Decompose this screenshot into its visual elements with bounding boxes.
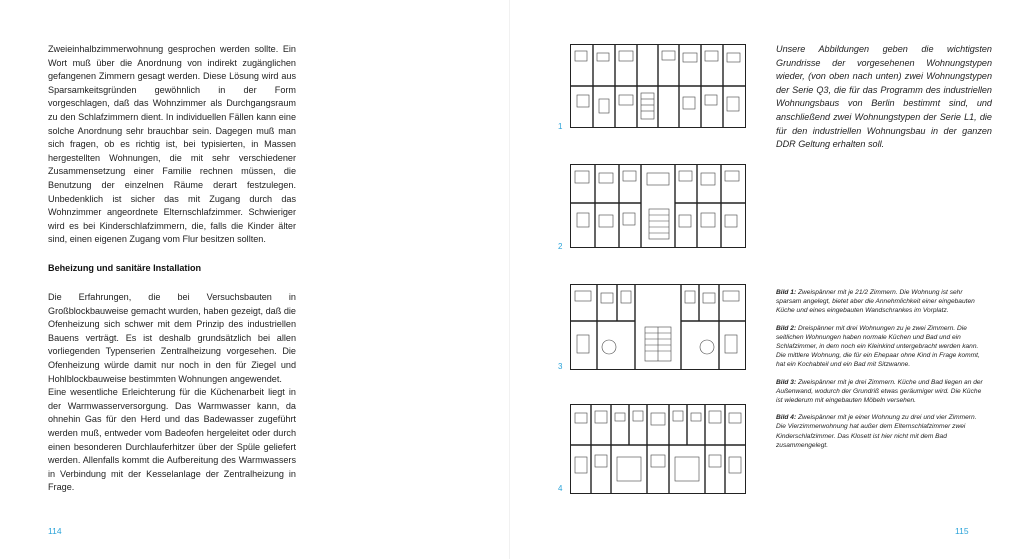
plan-number-3: 3 (558, 362, 563, 371)
caption-1-text: Zweispänner mit je 21/2 Zimmern. Die Wohnung ist sehr sparsam angelegt, bietet aber die Annehmlichkeit einer eingebauten Küche und eines eingebauten Wandschrankes im Vorplatz. (776, 289, 975, 315)
caption-3-label: Bild 3: (776, 378, 797, 386)
caption-2-text: Dreispänner mit drei Wohnungen zu je zwei Zimmern. Die seitlichen Wohnungen haben normale Küchen und Bad und ein Schlafzimmer, in dem noch ein Kleinkind untergebracht werden kann. Die mittlere Wohnung, die für ein Ehepaar ohne Kind in Frage kommt, hat ein Kochabteil und ein Bad mit Sitzwanne. (776, 324, 980, 369)
figure-captions (776, 288, 986, 458)
plan-number-4: 4 (558, 484, 563, 493)
caption-1 (776, 288, 986, 316)
caption-3 (776, 378, 986, 406)
caption-4 (776, 413, 986, 450)
caption-4-label: Bild 4: (776, 414, 797, 422)
floor-plan-1 (570, 44, 746, 128)
page-number-left: 114 (48, 526, 62, 536)
caption-3-text: Zweispänner mit je drei Zimmern. Küche und Bad liegen an der Außenwand, wodurch der Grundriß etwas geräumiger wird. Die Küche ist wiederum mit eingebauten Möbeln versehen. (776, 378, 983, 405)
right-page (510, 0, 1020, 559)
intro-caption: Unsere Abbildungen geben die wichtigsten Grundrisse der vorgesehenen Wohnungstypen wieder, (von oben nach unten) zwei Wohnungstypen der Serie Q3, die für das Programm des industriellen Wohnungsbaus von Berlin bestimmt sind, und anschließend zwei Wohnungstypen der Serie L1, die für den industriellen Wohnungsbau in der ganzen DDR Geltung erhalten soll. (776, 44, 992, 150)
paragraph-1: Zweieinhalbzimmerwohnung gesprochen werden sollte. Ein Wort muß über die Anordnung von indirekt zugänglichen gefangenen Zimmern gesagt werden. Diese Lösung wird aus Sparsamkeitsgründen gewöhnlich in der Form vorgeschlagen, daß das Wohnzimmer als Durchgangsraum zu den Schlafzimmern dient. In individuellen Fällen kann eine solche Anordnung sehr brauchbar sein. Dagegen muß man sich fragen, ob es richtig ist, bei typisierten, in Massen hergestellten Wohnungen, die mit sehr verschiedener Zusammensetzung einer Familie rechnen müssen, die Benutzung der einzelnen Räume derart festzulegen. Unbedenklich ist sicher das mit Zugang durch das Wohnzimmer angeordnete Elternschlafzimmer. Schwieriger wird es bei Kinderschlafzimmern, die, falls die Kinder älter sind, einen eigenen Zugang vom Flur besitzen sollten. (48, 44, 296, 245)
caption-4-text: Zweispänner mit je einer Wohnung zu drei und vier Zimmern. Die Vierzimmerwohnung hat außer dem Elternschlafzimmer zwei Kinderschlafzimmer. Das Klosett ist hier nicht mit dem Bad zusammengelegt. (776, 414, 977, 449)
body-text-block-2 (48, 291, 296, 495)
section-heading: Beheizung und sanitäre Installation (48, 263, 202, 273)
floor-plan-3 (570, 284, 746, 370)
floor-plan-4 (570, 404, 746, 494)
caption-2-label: Bild 2: (776, 324, 797, 332)
paragraph-3: Eine wesentliche Erleichterung für die Küchenarbeit liegt in der Warmwasserversorgung. Das Warmwasser kann, da ohnehin Gas für den Herd und das Badewasser zugeführt werden muß, entweder vom Badeofen hergeleitet oder durch einen besonderen Durchlauferhitzer über der Spüle geliefert werden. Allenfalls kommt die Aufbereitung des Warmwassers in Verbindung mit der Kesselanlage der Zentralheizung in Frage. (48, 387, 296, 493)
paragraph-2: Die Erfahrungen, die bei Versuchsbauten in Großblockbauweise gemacht wurden, haben gezeigt, daß die Ofenheizung sich schwer mit dem Prinzip des industriellen Bauens verträgt. Es ist deshalb grundsätzlich bei allen vorliegenden Typenserien Zentralheizung vorgesehen. Die Ofenheizung würde damit nur noch in den für Ziegel und Hohlblockbauweise bestimmten Wohnungen angewendet. (48, 292, 296, 384)
body-text-block-1 (48, 43, 296, 247)
page-number-right: 115 (955, 526, 969, 536)
floor-plan-2 (570, 164, 746, 248)
caption-2 (776, 324, 986, 370)
plan-number-1: 1 (558, 122, 563, 131)
plan-number-2: 2 (558, 242, 563, 251)
caption-1-label: Bild 1: (776, 289, 797, 296)
